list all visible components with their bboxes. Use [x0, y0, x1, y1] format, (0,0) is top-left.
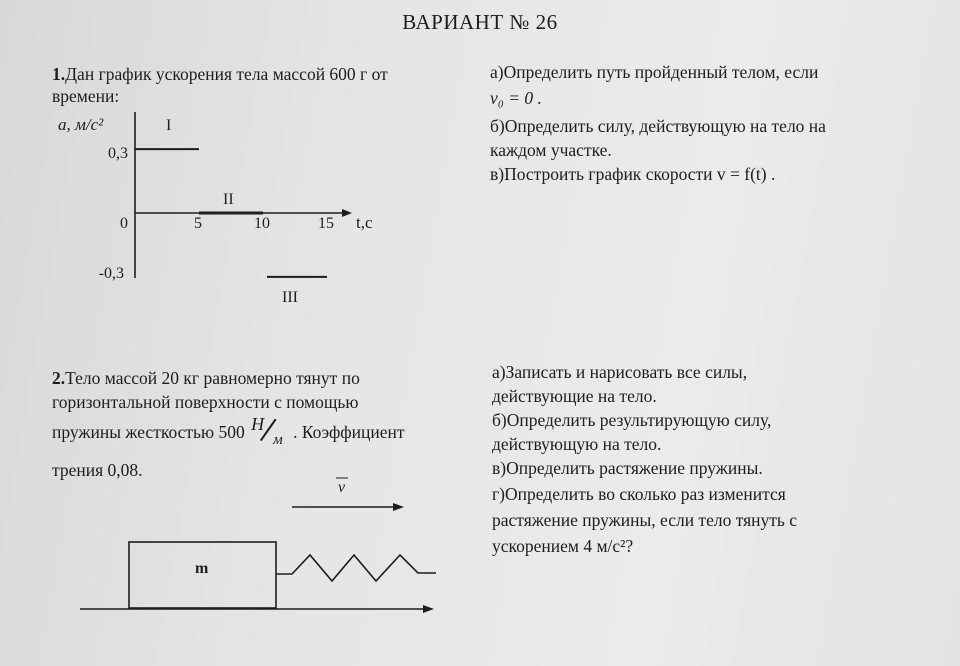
x-tick-10: 10	[254, 215, 270, 232]
y-tick-minus-0.3: -0,3	[98, 265, 124, 282]
spring	[276, 555, 436, 581]
segment-label-II: II	[223, 191, 234, 208]
y-tick-0: 0	[120, 215, 128, 232]
problem2-question-d-line1: г)Определить во сколько раз изменится	[492, 484, 786, 504]
unit-numerator: Н	[251, 414, 265, 434]
problem2-text-line4: трения 0,08.	[52, 460, 143, 480]
problem2-question-a-line1: а)Записать и нарисовать все силы,	[492, 362, 748, 382]
problem1-statement	[52, 62, 388, 86]
problem1-text-line1: Дан график ускорения тела массой 600 г от	[65, 64, 388, 84]
variant-title: ВАРИАНТ № 26	[402, 10, 558, 34]
problem2-statement	[52, 366, 360, 390]
problem2-number: 2.	[52, 368, 66, 388]
velocity-arrow-head	[393, 503, 404, 511]
problem2-question-d-line3: ускорением 4 м/с²?	[492, 536, 634, 556]
problem1-question-b-line1: б)Определить силу, действующую на тело на	[490, 116, 826, 136]
problem2-question-a-line2: действующие на тело.	[492, 386, 657, 406]
x-axis-label: t,c	[356, 213, 373, 232]
segment-label-I: I	[166, 117, 172, 134]
problem2-question-c-line1: в)Определить растяжение пружины.	[492, 458, 763, 478]
problem2-text-line3-b: . Коэффициент	[293, 422, 405, 442]
problem2-text-line3	[52, 414, 405, 448]
problem2-question-b-line1: б)Определить результирующую силу,	[492, 410, 772, 430]
problem1-question-a-line2: v₀ = 0 .	[490, 88, 542, 108]
problem2-question-d-line2: растяжение пружины, если тело тянуть с	[492, 510, 798, 530]
segment-label-III: III	[282, 289, 298, 306]
x-axis-arrow	[342, 209, 352, 217]
y-tick-0.3: 0,3	[108, 145, 128, 162]
problem1-text-line2: времени:	[52, 86, 120, 106]
problem2-text-line3-a: пружины жесткостью 500	[52, 422, 245, 442]
problem1-number: 1.	[52, 64, 66, 84]
y-axis-label: a, м/с²	[58, 115, 104, 134]
ground-arrow-head	[423, 605, 434, 613]
stiffness-unit-fraction	[249, 414, 293, 448]
problem2-question-b-line2: действующую на тело.	[492, 434, 662, 454]
problem1-question-b-line2: каждом участке.	[490, 140, 612, 160]
acceleration-graph	[40, 100, 420, 320]
problem2-text-line2: горизонтальной поверхности с помощью	[52, 392, 359, 412]
spring-block-diagram	[70, 470, 450, 620]
problem1-question-a-line1: а)Определить путь пройденный телом, если	[490, 62, 819, 82]
problem1-question-c-line1: в)Построить график скорости v = f(t) .	[490, 164, 776, 184]
x-tick-5: 5	[194, 215, 202, 232]
problem2-text-line1: Тело массой 20 кг равномерно тянут по	[65, 368, 360, 388]
velocity-label: v	[338, 479, 346, 496]
unit-denominator: м	[273, 432, 283, 448]
mass-label: m	[195, 560, 209, 577]
x-tick-15: 15	[318, 215, 334, 232]
